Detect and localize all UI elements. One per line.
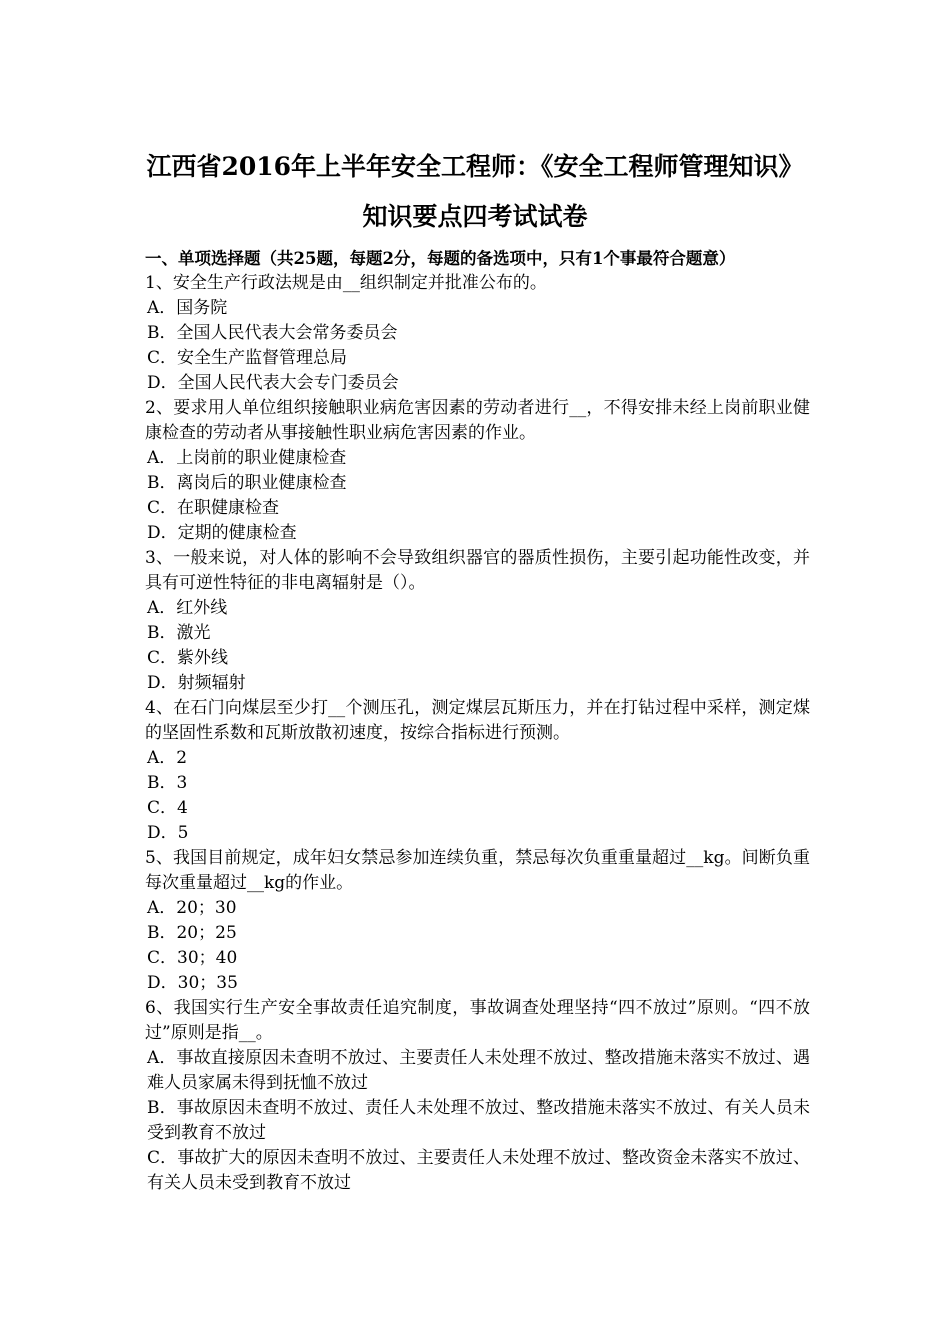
page-title: 江西省2016年上半年安全工程师：《安全工程师管理知识》: [146, 152, 804, 181]
question-stem: 5、我国目前规定，成年妇女禁忌参加连续负重，禁忌每次负重重量超过__kg。间断负重每次重量超过__kg的作业。: [145, 848, 810, 893]
question-2: [145, 396, 810, 546]
option-b: B．3: [147, 773, 188, 793]
option-a: A．国务院: [147, 298, 228, 318]
option-c: C．30；40: [147, 948, 238, 968]
exam-content: [145, 246, 810, 1196]
option-d: D．30；35: [147, 973, 238, 993]
question-stem: 3、一般来说，对人体的影响不会导致组织器官的器质性损伤，主要引起功能性改变，并具有可逆性特征的非电离辐射是（）。: [145, 548, 810, 593]
option-c: C．安全生产监督管理总局: [147, 348, 348, 368]
option-a: A．红外线: [147, 598, 228, 618]
option-b: B．离岗后的职业健康检查: [147, 473, 347, 493]
question-6: [145, 996, 810, 1196]
option-b: B．激光: [147, 623, 211, 643]
option-a: A．2: [147, 748, 188, 768]
option-c: C．在职健康检查: [147, 498, 280, 518]
question-1: [145, 271, 810, 396]
question-stem: 6、我国实行生产安全事故责任追究制度，事故调查处理坚持“四不放过”原则。“四不放过”原则是指__。: [145, 998, 810, 1043]
option-c: C．4: [147, 798, 188, 818]
option-b: B．20；25: [147, 923, 237, 943]
option-d: D．定期的健康检查: [147, 523, 297, 543]
question-3: [145, 546, 810, 696]
option-b: B．全国人民代表大会常务委员会: [147, 323, 398, 343]
option-d: D．射频辐射: [147, 673, 246, 693]
question-stem: 1、安全生产行政法规是由__组织制定并批准公布的。: [145, 273, 547, 293]
option-c: C．紫外线: [147, 648, 229, 668]
question-stem: 2、要求用人单位组织接触职业病危害因素的劳动者进行__，不得安排未经上岗前职业健康检查的劳动者从事接触性职业病危害因素的作业。: [145, 398, 810, 443]
option-a: A．事故直接原因未查明不放过、主要责任人未处理不放过、整改措施未落实不放过、遇难人员家属未得到抚恤不放过: [147, 1048, 810, 1093]
option-a: A．20；30: [147, 898, 237, 918]
option-d: D．全国人民代表大会专门委员会: [147, 373, 399, 393]
question-stem: 4、在石门向煤层至少打__个测压孔，测定煤层瓦斯压力，并在打钻过程中采样，测定煤的坚固性系数和瓦斯放散初速度，按综合指标进行预测。: [145, 698, 810, 743]
option-c: C．事故扩大的原因未查明不放过、主要责任人未处理不放过、整改资金未落实不放过、有关人员未受到教育不放过: [147, 1148, 810, 1193]
question-5: [145, 846, 810, 996]
option-b: B．事故原因未查明不放过、责任人未处理不放过、整改措施未落实不放过、有关人员未受到教育不放过: [147, 1098, 810, 1143]
page-subtitle: 知识要点四考试试卷: [362, 202, 588, 231]
option-a: A．上岗前的职业健康检查: [147, 448, 347, 468]
section-heading: 一、单项选择题（共25题，每题2分，每题的备选项中，只有1个事最符合题意）: [145, 249, 736, 268]
option-d: D．5: [147, 823, 189, 843]
question-4: [145, 696, 810, 846]
